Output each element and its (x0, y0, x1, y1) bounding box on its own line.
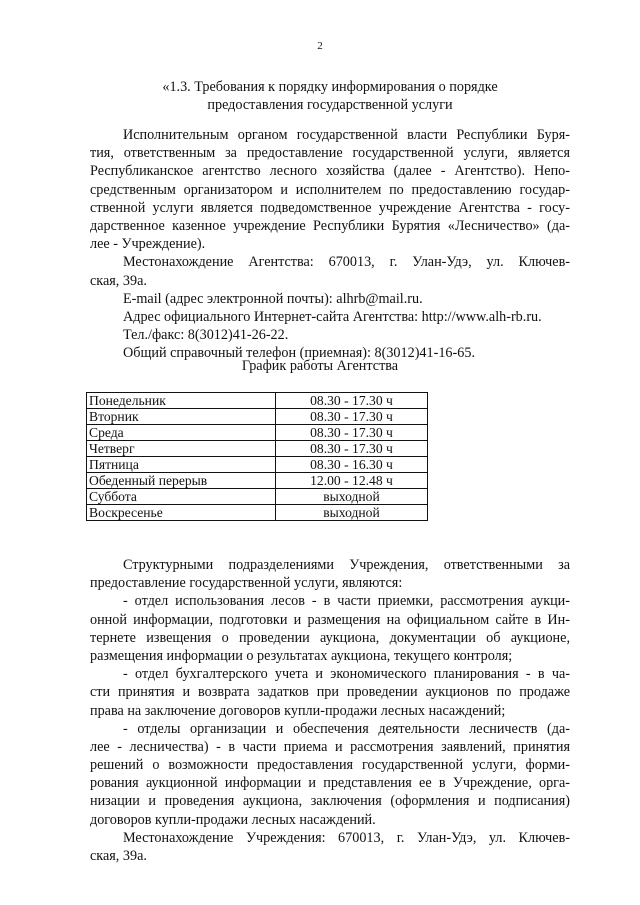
text-line: Исполнительным органом государственной власти Республики Буря- (123, 127, 570, 143)
text-line: размещения информации о результатах аукциона, текущего контроля; (90, 647, 513, 664)
table-row (87, 441, 428, 457)
text-line: тернете извещения о проведении аукциона, документации об аукционе, (90, 629, 570, 646)
page-number: 2 (317, 40, 323, 52)
text-line: предоставление государственной услуги, являются: (90, 575, 403, 592)
text-line: права на заключение договоров купли-продажи лесных насаждений; (90, 702, 506, 719)
text-line: ственной услуги является подведомственное учреждение Агентства - госу- (90, 199, 570, 216)
text-line: лее - лесничества) - в части приема и рассмотрения заявлений, принятия (90, 738, 570, 755)
schedule-day: Суббота (87, 489, 276, 505)
text-line: дарственное казенное учреждение Республики Бурятия «Лесничество» (да- (90, 217, 570, 234)
text-line: рования аукционной информации и представления ее в Учреждение, орга- (90, 775, 570, 792)
text-line: онной информации, подготовки и размещения на официальном сайте в Ин- (90, 611, 570, 628)
text-line: Республиканское агентство лесного хозяйства (далее - Агентство). Непо- (90, 163, 570, 180)
schedule-day: Обеденный перерыв (87, 473, 276, 489)
text-line: лее - Учреждение). (90, 236, 206, 253)
schedule-hours: 08.30 - 17.30 ч (276, 425, 428, 441)
table-row (87, 393, 428, 409)
table-row (87, 457, 428, 473)
text-line: низации и проведения аукциона, заключения (оформления и подписания) (90, 793, 570, 810)
schedule-title: График работы Агентства (241, 358, 399, 374)
schedule-hours: 08.30 - 16.30 ч (276, 457, 428, 473)
phone-line: Общий справочный телефон (приемная): 8(3012)41-16-65. (123, 345, 475, 362)
schedule-day: Воскресенье (87, 505, 276, 521)
heading-line: «1.3. Требования к порядку информирования о порядке (162, 79, 498, 95)
schedule-hours: выходной (276, 489, 428, 505)
text-line: средственным организатором и исполнителем по предоставлению государ- (90, 181, 570, 198)
text-line: Структурными подразделениями Учреждения, ответственными за (123, 557, 570, 573)
schedule-hours: 12.00 - 12.48 ч (276, 473, 428, 489)
text-line: ская, 39а. (90, 848, 147, 864)
section-heading (120, 78, 540, 114)
schedule-day: Вторник (87, 409, 276, 425)
text-line: - отдел бухгалтерского учета и экономического планирования - в ча- (123, 666, 570, 683)
text-line: ская, 39а. (90, 272, 147, 289)
structure-block (90, 556, 570, 865)
schedule-table (86, 392, 428, 521)
fax-line: Тел./факс: 8(3012)41-26-22. (123, 327, 289, 344)
table-row (87, 425, 428, 441)
table-row (87, 409, 428, 425)
text-line: Местонахождение Учреждения: 670013, г. Улан-Удэ, ул. Ключев- (123, 829, 570, 846)
schedule-hours: 08.30 - 17.30 ч (276, 441, 428, 457)
schedule-hours: 08.30 - 17.30 ч (276, 409, 428, 425)
text-line: сти принятия и возврата задатков при проведении аукционов по продаже (90, 684, 570, 701)
text-line: - отделы организации и обеспечения деятельности лесничеств (да- (123, 720, 570, 737)
schedule-day: Четверг (87, 441, 276, 457)
schedule-day: Среда (87, 425, 276, 441)
schedule-hours: выходной (276, 505, 428, 521)
text-line: тия, ответственным за предоставление государственной услуги, является (90, 145, 570, 162)
text-line: - отдел использования лесов - в части приемки, рассмотрения аукци- (123, 593, 570, 610)
text-line: договоров купли-продажи лесных насаждений. (90, 811, 376, 828)
schedule-day: Понедельник (87, 393, 276, 409)
table-row (87, 505, 428, 521)
intro-block (90, 126, 570, 362)
schedule-day: Пятница (87, 457, 276, 473)
table-row (87, 473, 428, 489)
table-row (87, 489, 428, 505)
schedule-hours: 08.30 - 17.30 ч (276, 393, 428, 409)
heading-line: предоставления государственной услуги (207, 97, 453, 113)
text-line: решений о возможности предоставления государственной услуги, форми- (90, 757, 570, 774)
website-line: Адрес официального Интернет-сайта Агентства: http://www.alh-rb.ru. (123, 308, 542, 325)
text-line: Местонахождение Агентства: 670013, г. Улан-Удэ, ул. Ключев- (123, 254, 570, 271)
email-line: E-mail (адрес электронной почты): alhrb@mail.ru. (123, 290, 423, 307)
